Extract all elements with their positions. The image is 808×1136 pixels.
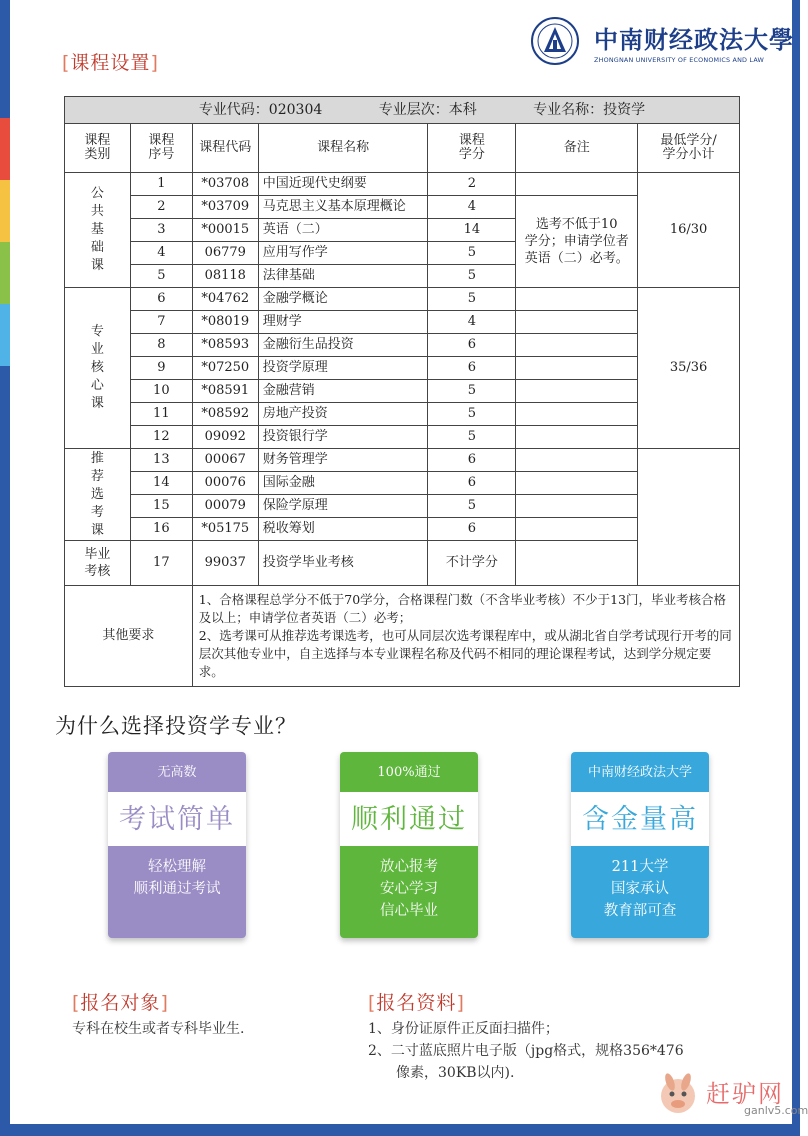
category-core: 专 业 核 心 课 bbox=[65, 288, 131, 449]
university-name-en: ZHONGNAN UNIVERSITY OF ECONOMICS AND LAW bbox=[594, 56, 765, 64]
col-name: 课程名称 bbox=[258, 124, 428, 173]
left-frame-bar bbox=[0, 0, 10, 1136]
university-logo bbox=[530, 16, 794, 70]
major-code: 专业代码：020304 bbox=[198, 102, 323, 118]
enroll-target-title: [报名对象] bbox=[72, 992, 169, 1014]
enroll-materials-list: 1、身份证原件正反面扫描件； 2、二寸蓝底照片电子版（jpg格式，规格356*476 像素，30KB以内). bbox=[368, 1021, 684, 1081]
category-elective: 推 荐 选 考 课 bbox=[65, 449, 131, 541]
donkey-logo-icon bbox=[656, 1072, 700, 1116]
enroll-target-text: 专科在校生或者专科毕业生. bbox=[72, 1021, 245, 1037]
table-row: 5 08118 法律基础 5 bbox=[65, 265, 740, 288]
col-note: 备注 bbox=[516, 124, 638, 173]
table-row: 9 *07250 投资学原理 6 bbox=[65, 357, 740, 380]
subtotal-core: 35/36 bbox=[638, 288, 740, 449]
table-row: 专 业 核 心 课 6 *04762 金融学概论 5 35/36 bbox=[65, 288, 740, 311]
table-row: 公 共 基 础 课 1 *03708 中国近现代史纲要 2 16/30 bbox=[65, 173, 740, 196]
why-choose-title: 为什么选择投资学专业？ bbox=[55, 714, 297, 738]
bottom-frame-bar bbox=[0, 1124, 800, 1136]
major-name: 专业名称：投资学 bbox=[533, 102, 646, 118]
table-row: 16 *05175 税收筹划 6 bbox=[65, 518, 740, 541]
col-category: 课程 类别 bbox=[65, 124, 131, 173]
card-value: 中南财经政法大学 含金量高 211大学 国家承认 教育部可查 bbox=[571, 752, 709, 938]
course-section-title: [课程设置] bbox=[62, 52, 159, 74]
right-frame-bar bbox=[792, 0, 800, 1136]
table-row: 推 荐 选 考 课 13 00067 财务管理学 6 bbox=[65, 449, 740, 472]
col-credit: 课程 学分 bbox=[428, 124, 516, 173]
subtotal-public: 16/30 bbox=[638, 173, 740, 288]
table-header-row bbox=[65, 97, 740, 124]
graduation-row: 毕业 考核 17 99037 投资学毕业考核 不计学分 bbox=[65, 541, 740, 586]
table-row: 4 06779 应用写作学 5 bbox=[65, 242, 740, 265]
card-easy-exam: 无高数 考试简单 轻松理解 顺利通过考试 bbox=[108, 752, 246, 938]
column-header-row bbox=[65, 124, 740, 173]
major-level: 专业层次：本科 bbox=[378, 102, 477, 118]
table-row: 8 *08593 金融衍生品投资 6 bbox=[65, 334, 740, 357]
other-requirements-label: 其他要求 bbox=[65, 586, 193, 687]
col-min-credit: 最低学分/ 学分小计 bbox=[638, 124, 740, 173]
table-row: 15 00079 保险学原理 5 bbox=[65, 495, 740, 518]
col-seq: 课程 序号 bbox=[130, 124, 192, 173]
frame-lightblue-segment bbox=[0, 304, 10, 366]
other-requirements-text: 1、合格课程总学分不低于70学分，合格课程门数（不含毕业考核）不少于13门，毕业考核合格及以上；申请学位者英语（二）必考； 2、选考课可从推荐选考课选考，也可从同层次选考课程库中，或从湖北省自学考试现行开考的同层次其他专业中，自主选择与本专业课程名称及代码不相同的理论课程考试，达到学分规定要求。 bbox=[192, 586, 739, 687]
subtotal-empty bbox=[638, 449, 740, 586]
table-row: 12 09092 投资银行学 5 bbox=[65, 426, 740, 449]
table-row: 3 *00015 英语（二） 14 bbox=[65, 219, 740, 242]
col-code: 课程代码 bbox=[192, 124, 258, 173]
table-row: 11 *08592 房地产投资 5 bbox=[65, 403, 740, 426]
table-row: 7 *08019 理财学 4 bbox=[65, 311, 740, 334]
frame-yellow-segment bbox=[0, 180, 10, 242]
site-watermark: 赶驴网 ganlv5.com bbox=[656, 1072, 796, 1122]
university-seal-icon bbox=[530, 16, 580, 66]
frame-green-segment bbox=[0, 242, 10, 304]
public-note: 选考不低于10 学分；申请学位者 英语（二）必考。 bbox=[516, 196, 638, 288]
enroll-materials-title: [报名资料] bbox=[368, 992, 465, 1014]
category-public: 公 共 基 础 课 bbox=[65, 173, 131, 288]
frame-red-segment bbox=[0, 118, 10, 180]
table-row: 2 *03709 马克思主义基本原理概论 4 选考不低于10 学分；申请学位者 英语（二）必考。 bbox=[65, 196, 740, 219]
university-name-cn: 中南财经政法大學 bbox=[594, 25, 794, 54]
other-requirements-row bbox=[65, 586, 740, 687]
card-pass: 100%通过 顺利通过 放心报考 安心学习 信心毕业 bbox=[340, 752, 478, 938]
table-row: 14 00076 国际金融 6 bbox=[65, 472, 740, 495]
table-row: 10 *08591 金融营销 5 bbox=[65, 380, 740, 403]
category-graduation: 毕业 考核 bbox=[65, 541, 131, 586]
course-table bbox=[64, 96, 740, 687]
